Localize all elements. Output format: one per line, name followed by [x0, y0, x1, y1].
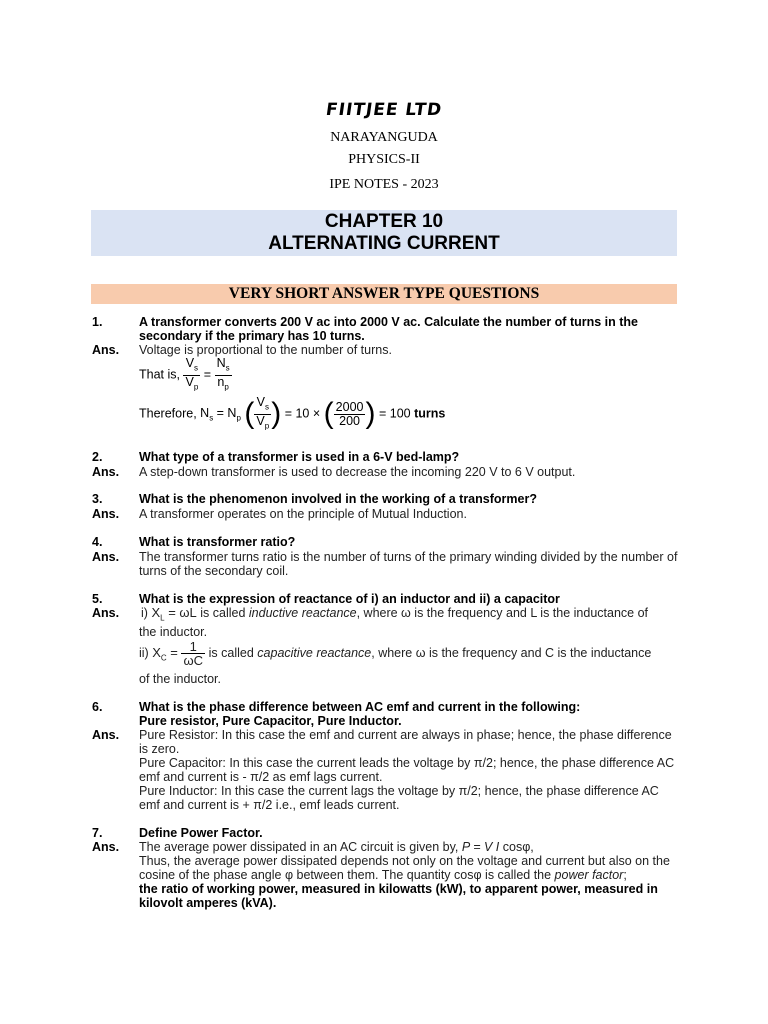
question-text: What is transformer ratio?	[139, 535, 296, 549]
fraction-ns-np: $\frac{N_s}{n_p}$	[216, 356, 230, 391]
answer-part-inductor: i) $X_L = \omega L$ is called inductive reactance, where ω is the frequency and L is the inductance of	[141, 605, 649, 623]
answer-text: of the inductor.	[139, 672, 222, 686]
answer-inductor: Pure Inductor: In this case the current lags the voltage by π/2; hence, the phase difference AC emf and current is + π/2 i.e., emf leads current.	[139, 784, 659, 812]
branch-name: NARAYANGUDA	[330, 130, 438, 145]
brand-logo: FIITJEE LTD	[324, 100, 444, 120]
chapter-heading	[91, 210, 677, 256]
question-text: Define Power Factor.	[139, 826, 263, 840]
answer-label: Ans.	[92, 728, 120, 742]
question-number: 7.	[92, 826, 103, 840]
question-number: 2.	[92, 450, 103, 464]
notes-title: IPE NOTES - 2023	[329, 177, 439, 192]
fraction-1-omega-c: $\frac{1}{\omega C}$	[183, 639, 204, 668]
answer-label: Ans.	[92, 507, 120, 521]
answer-text: A step-down transformer is used to decrease the incoming 220 V to 6 V output.	[139, 465, 576, 479]
subject-name: PHYSICS-II	[348, 152, 420, 167]
fraction-2000-200: $\frac{2000}{200}$	[335, 399, 364, 428]
answer-text: A transformer operates on the principle of Mutual Induction.	[139, 507, 467, 521]
formula-therefore: Therefore, $N_s = N_p$ ( $\frac{V_s}{V_p}$ ) = 10 × ( $\frac{2000}{200}$ ) = 100 turns	[139, 395, 446, 430]
answer-part-capacitor: ii) $X_C$ = $\frac{1}{\omega C}$ is called capacitive reactance, where ω is the frequency and C is the inductance	[139, 639, 652, 668]
section-title: VERY SHORT ANSWER TYPE QUESTIONS	[91, 284, 677, 304]
fraction-vs-vp: $\frac{V_s}{V_p}$	[185, 356, 199, 391]
question-text: What is the phenomenon involved in the working of a transformer?	[139, 492, 537, 506]
answer-power-factor: Thus, the average power dissipated depends not only on the voltage and current but also on the cosine of the phase angle φ between them. The quantity cosφ is called the power factor;	[139, 854, 670, 882]
question-number: 4.	[92, 535, 103, 549]
answer-text: Voltage is proportional to the number of turns.	[139, 343, 392, 357]
answer-text: The transformer turns ratio is the number of turns of the primary winding divided by the number of turns of the secondary coil.	[139, 550, 678, 578]
answer-label: Ans.	[92, 606, 120, 620]
question-text: A transformer converts 200 V ac into 2000 V ac. Calculate the number of turns in the secondary if the primary has 10 turns.	[139, 315, 638, 343]
fraction-vs-vp: $\frac{V_s}{V_p}$	[256, 395, 270, 430]
question-text: What type of a transformer is used in a 6-V bed-lamp?	[139, 450, 460, 464]
chapter-title: ALTERNATING CURRENT	[268, 233, 500, 254]
answer-label: Ans.	[92, 840, 120, 854]
answer-definition: the ratio of working power, measured in kilowatts (kW), to apparent power, measured in kilovolt amperes (kVA).	[139, 882, 658, 910]
question-number: 3.	[92, 492, 103, 506]
answer-capacitor: Pure Capacitor: In this case the current leads the voltage by π/2; hence, the phase difference AC emf and current is - π/2 as emf lags current.	[139, 756, 675, 784]
formula-ratio: That is, $\frac{V_s}{V_p}$ = $\frac{N_s}{n_p}$	[139, 356, 230, 391]
question-number: 5.	[92, 592, 103, 606]
answer-resistor: Pure Resistor: In this case the emf and current are always in phase; hence, the phase difference is zero.	[139, 728, 672, 756]
question-number: 1.	[92, 315, 103, 329]
answer-label: Ans.	[92, 465, 120, 479]
answer-power-formula: The average power dissipated in an AC circuit is given by, P = V I cosφ,	[139, 840, 534, 854]
formula-label: Therefore,	[139, 406, 197, 421]
formula-label: That is,	[139, 367, 180, 382]
question-text: What is the phase difference between AC emf and current in the following:	[139, 700, 581, 714]
answer-label: Ans.	[92, 343, 120, 357]
answer-label: Ans.	[92, 550, 120, 564]
question-number: 6.	[92, 700, 103, 714]
chapter-number: CHAPTER 10	[324, 211, 444, 232]
question-text: Pure resistor, Pure Capacitor, Pure Inductor.	[139, 714, 402, 728]
answer-text: the inductor.	[139, 625, 208, 639]
question-text: What is the expression of reactance of i) an inductor and ii) a capacitor	[139, 592, 560, 606]
